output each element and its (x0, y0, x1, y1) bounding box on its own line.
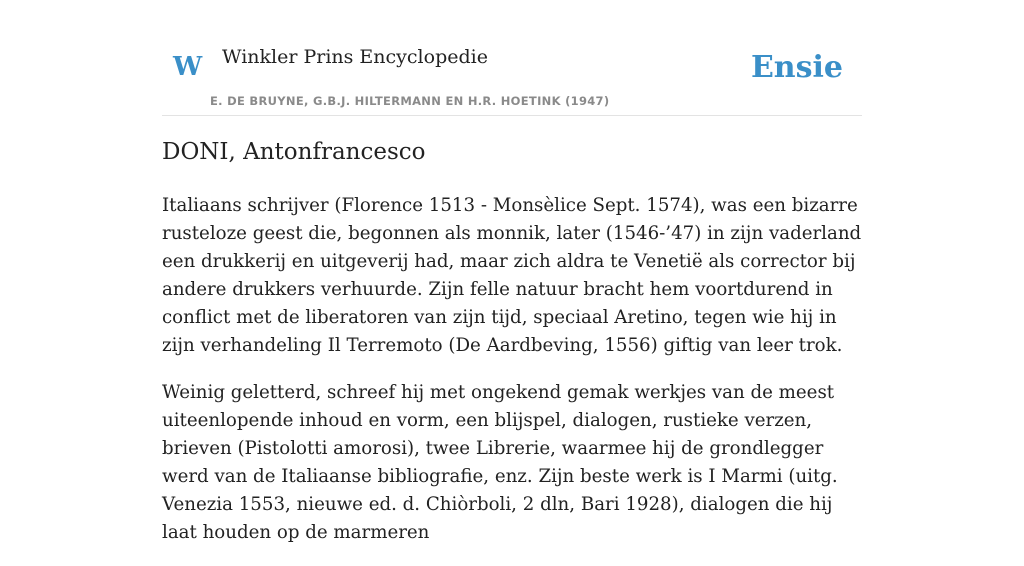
article-paragraph: Italiaans schrijver (Florence 1513 - Monsèlice Sept. 1574), was een bizarre rusteloze geest die, begonnen als monnik, later (1546-’47) in zijn vaderland een drukkerij en uitgeverij had, maar zich aldra te Venetië als corrector bij andere drukkers verhuurde. Zijn felle natuur bracht hem voortdurend in conflict met de liberatoren van zijn tijd, speciaal Aretino, tegen wie hij in zijn verhandeling Il Terremoto (De Aardbeving, 1556) giftig van leer trok. (162, 195, 862, 356)
ensie-logo[interactable]: Ensie (750, 50, 843, 85)
article-title: DONI, Antonfrancesco (162, 139, 426, 165)
article-body (162, 192, 862, 566)
winkler-prins-logo[interactable]: W (173, 52, 203, 82)
authors-line: E. DE BRUYNE, G.B.J. HILTERMANN EN H.R. HOETINK (1947) (210, 94, 610, 108)
publication-title[interactable]: Winkler Prins Encyclopedie (222, 46, 488, 68)
header (162, 40, 862, 116)
article-paragraph: Weinig geletterd, schreef hij met ongekend gemak werkjes van de meest uiteenlopende inhoud en vorm, een blijspel, dialogen, rustieke verzen, brieven (Pistolotti amorosi), twee Librerie, waarmee hij de grondlegger werd van de Italiaanse bibliografie, enz. Zijn beste werk is I Marmi (uitg. Venezia 1553, nieuwe ed. d. Chiòrboli, 2 dln, Bari 1928), dialogen die hij laat houden op de marmeren (162, 382, 838, 543)
